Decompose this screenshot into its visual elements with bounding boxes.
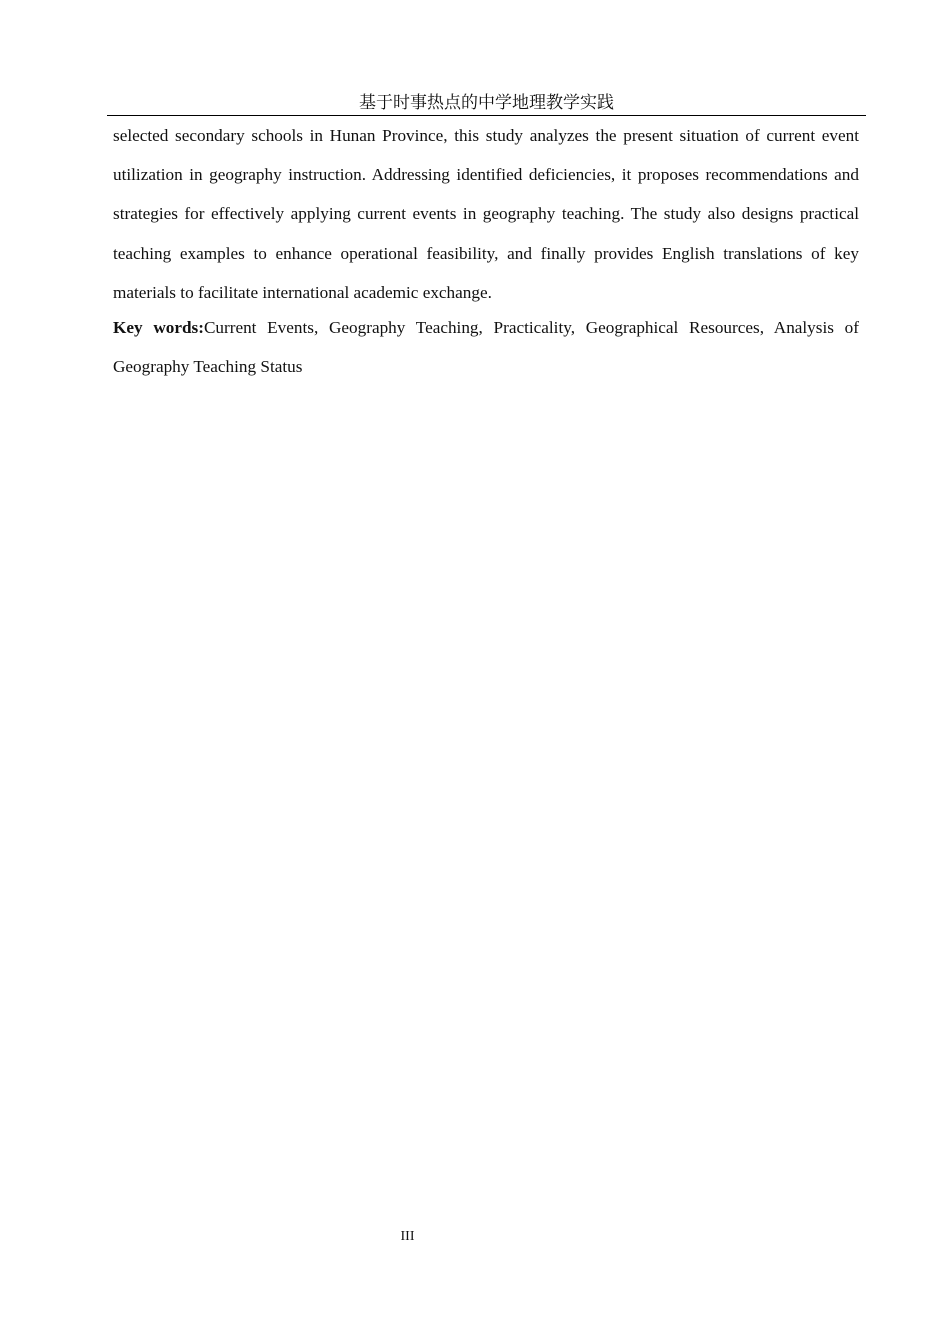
abstract-body — [113, 116, 859, 312]
keywords-label: Key words: — [113, 318, 204, 337]
running-header: 基于时事热点的中学地理教学实践 — [359, 93, 614, 113]
abstract-paragraph: selected secondary schools in Hunan Province, this study analyzes the present situation of current event utilization in geography instruction. Addressing identified deficiencies, it proposes recommendations and strategies for effectively applying current events in geography teaching. The study also designs practical teaching examples to enhance operational feasibility, and finally provides English translations of key materials to facilitate international academic exchange. — [113, 126, 859, 302]
page-number: III — [400, 1229, 415, 1244]
keywords-block — [113, 309, 859, 386]
keywords-text: Current Events, Geography Teaching, Practicality, Geographical Resources, Analysis of Geography Teaching Status — [113, 318, 859, 376]
